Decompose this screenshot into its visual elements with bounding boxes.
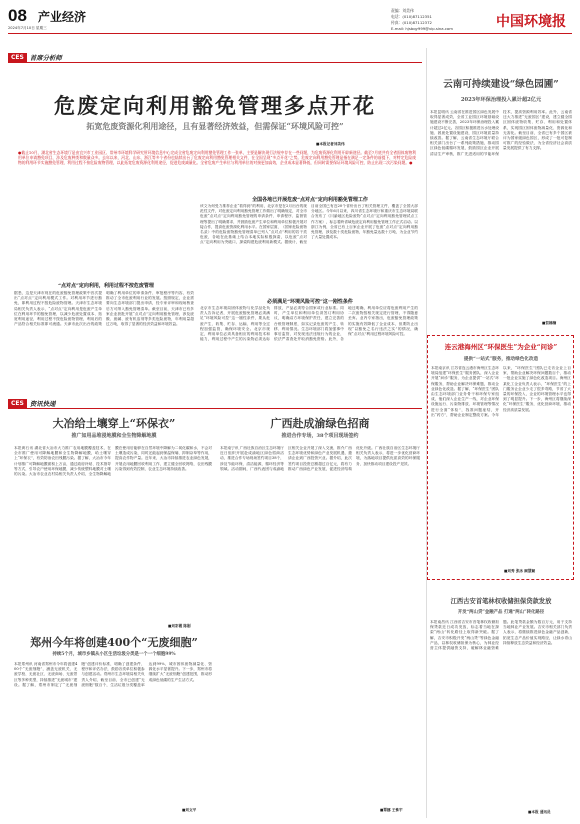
right-top-subheadline: 2023年环保治理投入累计超2亿元 xyxy=(460,97,542,103)
masthead xyxy=(8,6,572,34)
body-text-2: 北京市生态环境局固体废物与化学品处负责人告诉记者，开展危废豁免管理必须满足“环境风险可控”这一刚性条件，要从危废产生、收集、贮存、运输、利用等全过程加强监管，确保环境安全。北京市规定，利用单位必须具备相应的利用技术和能力，利用过程中产生的污染物必须达标排放，产品必须符合国家或行业标准。同时，产生单位和利用单位须签订利用协议，明确双方环境保护责任，建立完善的台账管理制度，如实记录危废的产生、转移、利用情况。生态环境部门将加强事中事后监管，对发现违法违规行为的企业，依法严肃查处并取消豁免资格。此外，各地还明确，利用单位应将危废利用产生的二次废物按相关规定进行管理，不得随意丢弃。业内专家指出，危废豁免管理政策的实施有效降低了企业成本，但要防止出现“以豁免之名行违法之实”的情况，确保“点对点”利用过程环境风险可控。 xyxy=(200,306,418,342)
newspaper-logo: 中国环境报 xyxy=(496,14,566,30)
masthead-tel: 电话：(010)87112351 xyxy=(391,14,432,19)
news-b-text: 本报南宁讯 广西壮族自治区生态环境厅近日组织开展赴成渝地区绿色招商活动，推进合作专场现场签约项目38个，涉及节能环保、清洁能源、循环经济等领域。活动期间，广西代表团与成渝地区相关企业开展了深入交流，推介广西生态环境优势和绿色产业发展机遇，邀请企业到广西投资兴业。据介绍，此次签约项目投资总额超过百亿元，将有力推动广西绿色产业发展，促进经济结构优化升级。广西壮族自治区生态环境厅相关负责人表示，将进一步优化营商环境，为落地项目提供优质高效的环保服务，加快推动项目建设投产见效。 xyxy=(220,446,420,471)
lead-intro-box: ●截止10月，湖北省生态环境厅是由宜兴市工业园区、常州市环境科学研究所环境信息中心完成全省危废定向利用豁免管理工作一张单，主要是解决现行法规中存在一些问题，为危废资源化利用开辟新途径。截至7月底共有全省固体废物利用单位申请豁免项目，涉及危废种类和数量众多。去年以来，河北、山东、浙江等多个省份也陆续出台了危废定向利用豁免管理相关文件，在全国呈现“多点开花”之势。危废定向利用豁免管理是指在满足一定条件的前提下，对特定危险废物的利用环节实施豁免管理，利用过程不按危险废物管理，以此拓宽危废资源化利用途径，促进危废减量化。全省危废产生单位与利用单位的对接更加高效，企业成本显著降低，但同时需要保证环境风险可控，防止出现二次污染问题。● xyxy=(18,150,416,166)
masthead-fax: 传真：(010)87112372 xyxy=(391,20,432,25)
section-header-news xyxy=(8,398,422,409)
section-tab: CES xyxy=(8,399,27,408)
news-c-headline: 郑州今年将创建400个“无废细胞” xyxy=(30,636,198,649)
news-a-subheadline: 推广如用品堆浸地膜和全生物降解地膜 xyxy=(71,433,157,439)
boxed-story-byline: ■刘秀 张冰 顾慧颖 xyxy=(504,569,536,573)
body-text-1: 该文为何受力推荐企业“看得到”的利用，北京市是在2月出台的规范性文件，对危废定向利用豁免管理工作做出了明确规定，对全市危废“点对点”定向利用豁免管理的申请条件、申请程序、监督管理等提出了明确要求，并鼓励危废产生单位和利用单位积极开展对接合作，提高危废资源化利用水平。在国家层面，《国家危险废物名录》中的危险废物豁免管理清单已列入“点对点”利用的若干类危废，各地在此基础上结合本地实际积极探索，以危废“点对点”定向利用为突破口，探索构建危废利用新模式。据统计，截至目前全国已有近20个省份出台了相关管理文件，覆盖了全国大部分地区。今年6月以来，四川省生态环境厅和重庆市生态环境局联合发布了《川渝地区危险废物“点对点”定向利用豁免管理试点工作方案》，标志着跨省域危废定向利用豁免管理工作正式启动。以浙江为例，全省已有上百家企业开展了危废“点对点”定向利用豁免管理，涉及数十类危险废物，年豁免量达数十万吨，为企业节约了大量处置成本。 xyxy=(200,204,418,245)
section-label: 资讯快递 xyxy=(29,400,56,408)
sidebar-text: 据悉，这是天津市现在的危废豁免管理政策中首次提出“点对点”定向利用模式工作。对利用环节进行豁免，即利用过程不按危险废物管理。天津市生态环境局相关负责人表示，“点对点”定向利用是危废产生单位在利用环节的豁免管理，以减少危废处置成本、拓宽利用途径，利用过程不按危险废物管理，利用后的产品符合相关标准即可流通。天津市此次出台的政策明确了利用单位的申请条件、审批程序等内容，有效推动了全市危废利用行业的发展。按照规定，企业需要向生态环境部门提出申请，经专家评审和现场核查后方可纳入豁免管理清单。截至目前，天津市已有多家企业获批开展“点对点”定向利用豁免管理，涉及废酸、废碱、废有机溶剂等多类危险废物，年利用量超过万吨，取得了显著的经济效益和环境效益。 xyxy=(14,291,194,327)
page-number: 08 xyxy=(8,6,27,25)
right-top-byline: ■贺楠楠 xyxy=(542,321,557,325)
body-heading-2: 必须满足“环境风险可控”这一刚性条件 xyxy=(267,299,353,305)
masthead-editor: 责编：刘美伟 xyxy=(391,8,414,13)
news-b-headline: 广西赴成渝绿色招商 xyxy=(270,417,370,430)
news-c-text: 本报郑州讯 河南省郑州市今年将创建400个“无废细胞”，涵盖无废机关、无废学校、无废社区、无废商场、无废景区等多种类型，持续推进“无废城市”建设。据了解，郑州市制定了“无废细胞”创建评价标准，明确了创建条件、程序和评估办法，鼓励各类单位积极参与创建活动。郑州市生态环境局相关负责人介绍，截至目前，全市已创建“无废细胞”数百个，生活垃圾分类覆盖率达到99%，城市固体废物减量化、资源化水平显著提升。下一步，郑州市将继续扩大“无废细胞”创建范围，推动形成绿色低碳的生产生活方式。 xyxy=(14,662,212,687)
news-c-subheadline: 持续5个月，城市乡镇从小区生活垃圾分类是一个一个细胞99% xyxy=(52,652,176,657)
masthead-email: E-mail: hjsbqy999@vip.sina.com xyxy=(391,26,453,31)
masthead-date: 2024年7月10日 星期三 xyxy=(8,26,47,30)
section-label: 首席分析师 xyxy=(29,54,62,62)
right-bottom-text: 本报南昌讯 江西省吉安市首笔林权收储担保贷款近日成功发放，标志着当地在探索“两山”转化路径上取得新突破。据了解，吉安市积极开发“两山贷”等绿色金融产品，以林权收储担保为核心，为林业经营主体提供融资支持，破解林业融资难题。此笔贷款金额为数百万元，用于支持当地林业产业发展。吉安市相关部门负责人表示，将继续推进绿色金融产品创新，拓宽生态产品价值实现路径，让绿水青山持续释放生态效益和经济效益。 xyxy=(430,620,572,651)
boxed-story-text: 本报南京讯 江苏省连云港市海州区生态环境局组建“环保医生”服务团队，深入企业开展“问诊”服务，为企业提供“一站式”环保服务，帮助企业解决环保难题，推动企业绿色化改造。据了解，“环保医生”团队由生态环境部门业务骨干和环保专家组成，他们深入企业生产一线，对企业环保设施运行、污染物排放、环境管理等情况进行全面“体检”，找准问题症结，开出“药方”，帮助企业制定整改方案。今年以来，“环保医生”团队已走访企业上百家，帮助企业解决环保问题数百个，推动一批企业实施了绿色化改造项目。海州区某化工企业负责人表示，“环保医生”的上门服务让企业少走了很多弯路，节省了大量的环保投入，企业的环境管理水平也得到了明显提升。下一步，海州区将继续深化“环保医生”服务，优化营商环境，推动经济高质量发展。 xyxy=(431,366,571,417)
right-bottom-byline: ■本报 通讯员 xyxy=(528,810,551,814)
lead-subheadline: 拓宽危废资源化利用途径，且有显著经济效益，但需保证“环境风险可控” xyxy=(86,121,344,131)
right-bottom-subheadline: 开发“两山贷”金融产品 打通“两山”转化路径 xyxy=(457,610,545,615)
boxed-story-subheadline: 提供“一站式”服务，推动绿色化改造 xyxy=(463,357,539,362)
lead-byline: ■本报记者刘美伟 xyxy=(316,142,345,146)
lead-headline: 危废定向利用豁免管理多点开花 xyxy=(54,93,376,118)
right-bottom-headline: 江西古安首笔林权收储担保贷款发放 xyxy=(450,598,552,605)
right-top-headline: 云南可持续建设“绿色园圃” xyxy=(443,79,559,90)
boxed-story-headline: 连云港海州区“环保医生”为企业“问诊” xyxy=(444,343,558,351)
body-heading-1: 全国各地已开展危废“点对点”定向利用豁免管理工作 xyxy=(252,197,368,203)
news-c-byline: ■刘文平 xyxy=(182,808,197,812)
section-tab: CES xyxy=(8,53,27,62)
news-a-byline: ■刘彩霞 陈刚 xyxy=(168,624,191,628)
news-a-text: 本报黄石讯 湖北省大冶市大力推广农用地膜覆盖技术，在全市推广使用可降解地膜和全生物降解地膜，给土壤穿上“环保衣”，有效防治农田残膜污染。据了解，大冶市今年计划推广可降解地膜面积上万亩，通过政府补贴、技术指导等方式，引导农户使用环保地膜，减少传统塑料地膜对土壤的污染。大冶市农业农村局相关负责人介绍，全生物降解地膜在使用后能够在自然环境中降解为二氧化碳和水，不会对土壤造成污染，同时还能起到保温保墒、抑制杂草等作用，提高农作物产量。近年来，大冶市持续推进农业绿色发展，开展农用地膜回收利用工作，建立健全回收网络，农田残膜污染得到有效控制，农业生态环境持续改善。 xyxy=(14,446,212,477)
right-top-text: 本报昆明讯 云南省在推进园区绿色发展中取得显著成效，全省工业园区环境基础设施建设不断完善，2023年环保治理投入累计超过2亿元。各园区积极推进污水处理设施、固废处置设施建设，园区环境质量持续改善。据了解，云南省生态环境厅联合相关部门出台了一系列政策措施，推动园区绿色低碳循环发展，鼓励园区企业开展清洁生产审核，推广先进适用的节能环保技术，提高资源利用效率。此外，云南省还大力推进“无废园区”建设，建立健全园区固体废物收集、贮存、利用和处置体系，实现园区固体废物减量化、资源化和无害化。截至目前，全省已有多个园区被评为国家级绿色园区，形成了一批可复制可推广的经验做法，为全省经济社会高质量发展提供了有力支撑。 xyxy=(430,110,572,156)
section-header-analyst xyxy=(8,52,422,63)
section-title: 产业经济 xyxy=(38,10,87,24)
news-b-subheadline: 推进合作专场，38个项目现场签约 xyxy=(281,433,359,439)
news-a-headline: 大冶给土壤穿上“环保衣” xyxy=(52,417,176,430)
news-b-byline: ■覃娜 王惟宇 xyxy=(380,808,403,812)
sidebar-heading: “点对点”定向利用，利用过程不按危废管理 xyxy=(58,283,154,289)
